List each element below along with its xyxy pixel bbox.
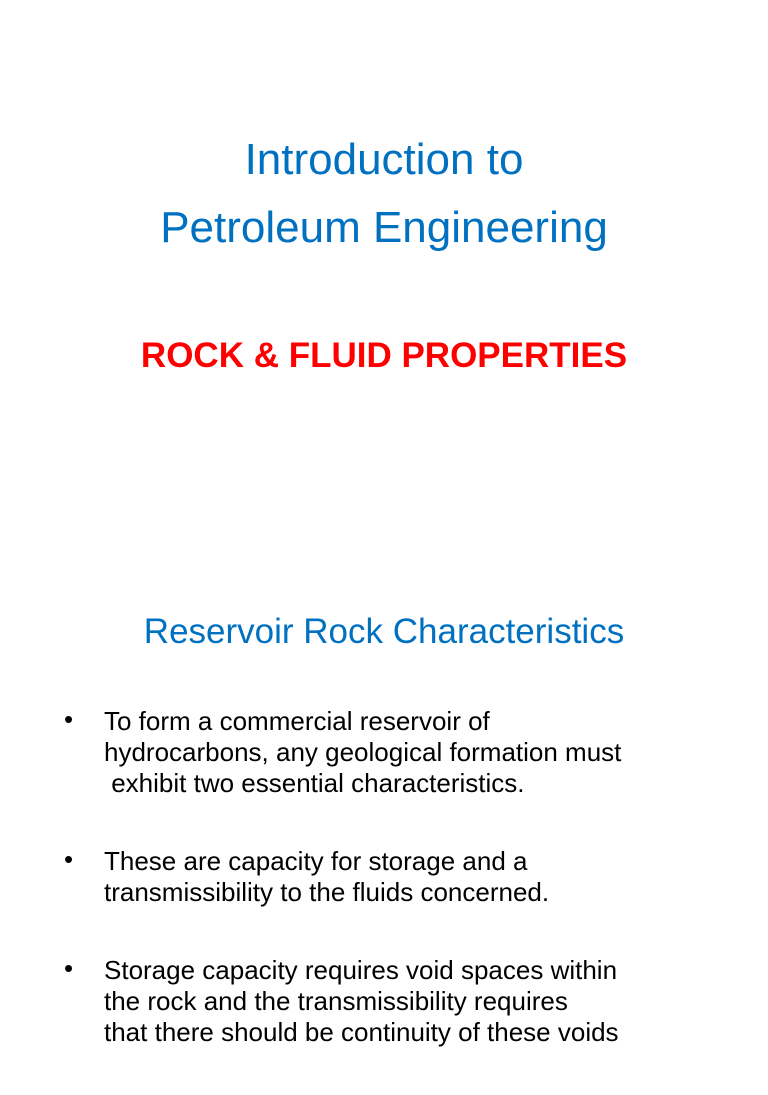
bullet-line: that there should be continuity of these voids (104, 1017, 619, 1047)
title-line-1: Introduction to (244, 135, 524, 184)
bullet-line: hydrocarbons, any geological formation must (104, 737, 622, 767)
bullet-item (62, 846, 722, 908)
title-slide (0, 0, 768, 500)
content-heading: Reservoir Rock Characteristics (143, 612, 625, 651)
title-line-2: Petroleum Engineering (160, 203, 608, 252)
bullet-icon: • (64, 953, 74, 983)
bullet-line: To form a commercial reservoir of (104, 706, 490, 736)
bullet-line: transmissibility to the fluids concerned. (104, 877, 550, 907)
bullet-line: the rock and the transmissibility requires (104, 986, 568, 1016)
bullet-line: These are capacity for storage and a (104, 846, 528, 876)
bullet-list (62, 706, 722, 1095)
bullet-item (62, 955, 722, 1048)
slide-subtitle: ROCK & FLUID PROPERTIES (140, 336, 628, 375)
slide-title (0, 126, 768, 262)
content-slide (0, 520, 768, 1047)
bullet-icon: • (64, 704, 74, 734)
bullet-line: Storage capacity requires void spaces within (104, 955, 618, 985)
bullet-item (62, 706, 722, 799)
bullet-icon: • (64, 844, 74, 874)
bullet-line: exhibit two essential characteristics. (104, 768, 525, 798)
